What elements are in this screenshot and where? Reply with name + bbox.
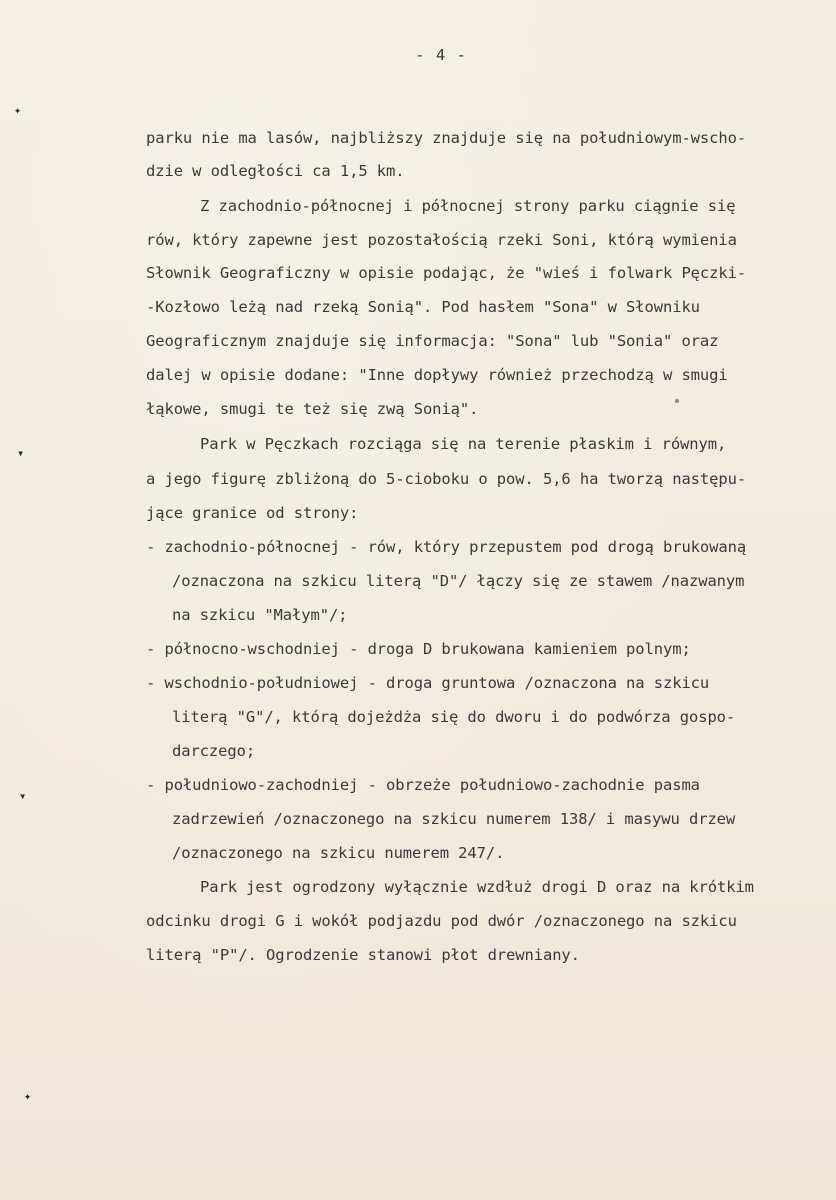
text-line: literą "G"/, którą dojeżdża się do dworu i do podwórza gospo- — [172, 708, 736, 726]
list-item: - północno-wschodniej - droga D brukowana kamieniem polnym; — [146, 640, 691, 658]
text-line: Z zachodnio-północnej i północnej strony parku ciągnie się — [200, 197, 736, 215]
text-line: dzie w odległości ca 1,5 km. — [146, 162, 405, 180]
text-line: Park jest ogrodzony wyłącznie wzdłuż drogi D oraz na krótkim — [200, 878, 754, 896]
text-line: rów, który zapewne jest pozostałością rzeki Soni, którą wymienia — [146, 231, 737, 249]
text-line: na szkicu "Małym"/; — [172, 606, 348, 624]
text-line: łąkowe, smugi te też się zwą Sonią". — [146, 400, 479, 418]
text-line: dalej w opisie dodane: "Inne dopływy również przechodzą w smugi — [146, 366, 728, 384]
text-line: a jego figurę zbliżoną do 5-cioboku o pow. 5,6 ha tworzą następu- — [146, 470, 747, 488]
text-line: /oznaczonego na szkicu numerem 247/. — [172, 844, 505, 862]
text-line: parku nie ma lasów, najbliższy znajduje się na południowym-wscho- — [146, 129, 747, 147]
list-item: - wschodnio-południowej - droga gruntowa /oznaczona na szkicu — [146, 674, 710, 692]
text-line: darczego; — [172, 742, 256, 760]
margin-mark: ✦ — [14, 103, 22, 117]
text-line: Geograficznym znajduje się informacja: "Sona" lub "Sonia" oraz — [146, 332, 719, 350]
text-line: -Kozłowo leżą nad rzeką Sonią". Pod hasłem "Sona" w Słowniku — [146, 298, 700, 316]
page-number: - 4 - — [415, 46, 467, 64]
ink-speck — [675, 399, 679, 403]
text-line: Park w Pęczkach rozciąga się na terenie płaskim i równym, — [200, 435, 727, 453]
text-line: zadrzewień /oznaczonego na szkicu numerem 138/ i masywu drzew — [172, 810, 736, 828]
text-line: Słownik Geograficzny w opisie podając, że "wieś i folwark Pęczki- — [146, 264, 747, 282]
margin-mark: ▾ — [17, 446, 25, 460]
text-line: jące granice od strony: — [146, 504, 359, 522]
text-line: literą "P"/. Ogrodzenie stanowi płot drewniany. — [146, 946, 580, 964]
text-line: /oznaczona na szkicu literą "D"/ łączy się ze stawem /nazwanym — [172, 572, 745, 590]
margin-mark: ▾ — [19, 789, 27, 803]
text-line: odcinku drogi G i wokół podjazdu pod dwór /oznaczonego na szkicu — [146, 912, 737, 930]
margin-mark: ✦ — [24, 1089, 32, 1103]
list-item: - południowo-zachodniej - obrzeże południowo-zachodnie pasma — [146, 776, 700, 794]
list-item: - zachodnio-północnej - rów, który przepustem pod drogą brukowaną — [146, 538, 747, 556]
